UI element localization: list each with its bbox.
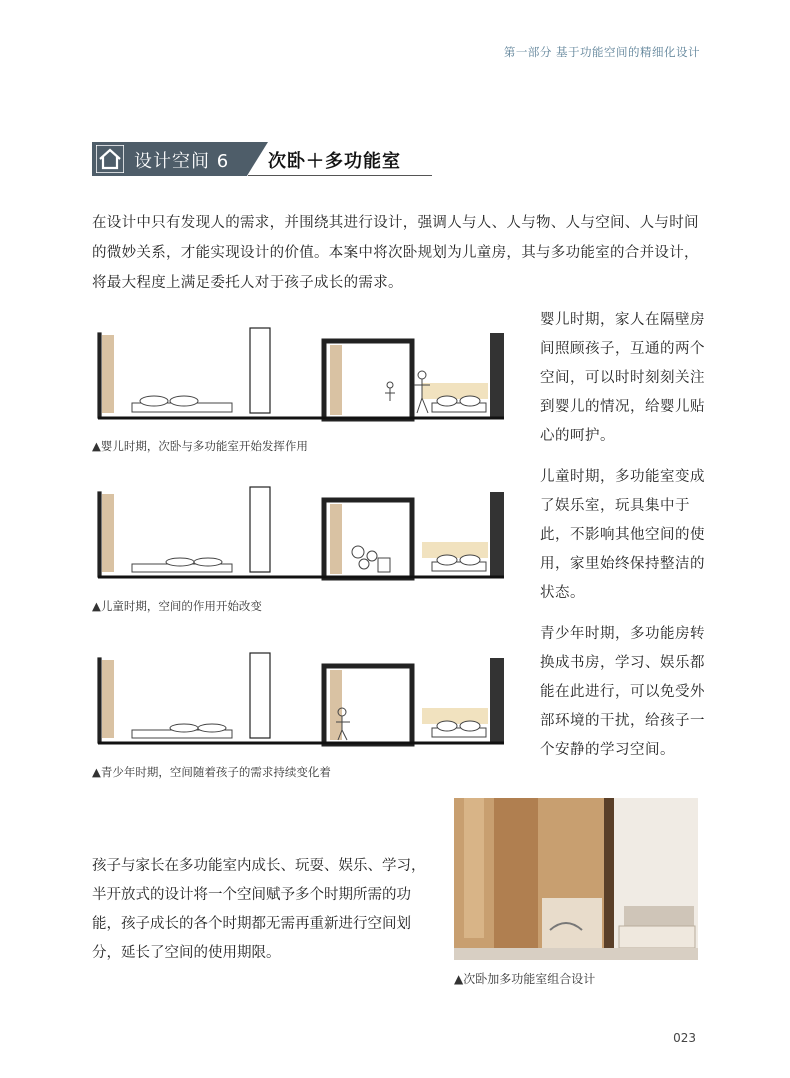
interior-photo bbox=[454, 798, 698, 960]
wood-panel bbox=[330, 504, 342, 574]
caption-infant: ▲婴儿时期，次卧与多功能室开始发挥作用 bbox=[92, 439, 308, 453]
caption-teen: ▲青少年时期，空间随着孩子的需求持续变化着 bbox=[92, 765, 331, 779]
wood-panel bbox=[102, 494, 114, 572]
light-strip bbox=[422, 542, 488, 558]
section-subtitle: 次卧＋多功能室 bbox=[268, 151, 401, 172]
section-label: 设计空间 6 bbox=[134, 151, 230, 172]
wood-panel bbox=[102, 660, 114, 738]
light-strip bbox=[422, 383, 488, 399]
wood-panel bbox=[330, 345, 342, 415]
running-header: 第一部分 基于功能空间的精细化设计 bbox=[503, 45, 700, 59]
caption-child: ▲儿童时期，空间的作用开始改变 bbox=[92, 599, 262, 613]
page-number: 023 bbox=[673, 1031, 696, 1045]
photo-caption: ▲次卧加多功能室组合设计 bbox=[454, 972, 596, 986]
side-text-teen: 青少年时期，多功能房转换成书房，学习、娱乐都能在此进行，可以免受外部环境的干扰，给孩子一个安静的学习空间。 bbox=[540, 626, 705, 758]
wood-panel bbox=[102, 335, 114, 413]
wood-panel bbox=[330, 670, 342, 740]
bottom-paragraph: 孩子与家长在多功能室内成长、玩耍、娱乐、学习，半开放式的设计将一个空间赋予多个时期所需的功能，孩子成长的各个时期都无需再重新进行空间划分，延长了空间的使用期限。 bbox=[92, 858, 426, 961]
title-underline bbox=[248, 175, 432, 176]
section-diagram-infant bbox=[92, 323, 512, 423]
house-icon bbox=[96, 145, 124, 173]
toys-sketch bbox=[352, 546, 390, 572]
section-diagram-child bbox=[92, 482, 512, 582]
intro-paragraph: 在设计中只有发现人的需求，并围绕其进行设计，强调人与人、人与物、人与空间、人与时间的微妙关系，才能实现设计的价值。本案中将次卧规划为儿童房，其与多功能室的合并设计，将最大程度上满足委托人对于孩子成长的需求。 bbox=[92, 215, 699, 291]
side-text-child: 儿童时期，多功能室变成了娱乐室，玩具集中于此，不影响其他空间的使用，家里始终保持整洁的状态。 bbox=[540, 469, 705, 601]
side-text-infant: 婴儿时期，家人在隔壁房间照顾孩子，互通的两个空间，可以时时刻刻关注到婴儿的情况，给婴儿贴心的呵护。 bbox=[540, 312, 705, 444]
light-strip bbox=[422, 708, 488, 724]
section-diagram-teen bbox=[92, 648, 512, 748]
section-title-bar bbox=[92, 142, 432, 176]
